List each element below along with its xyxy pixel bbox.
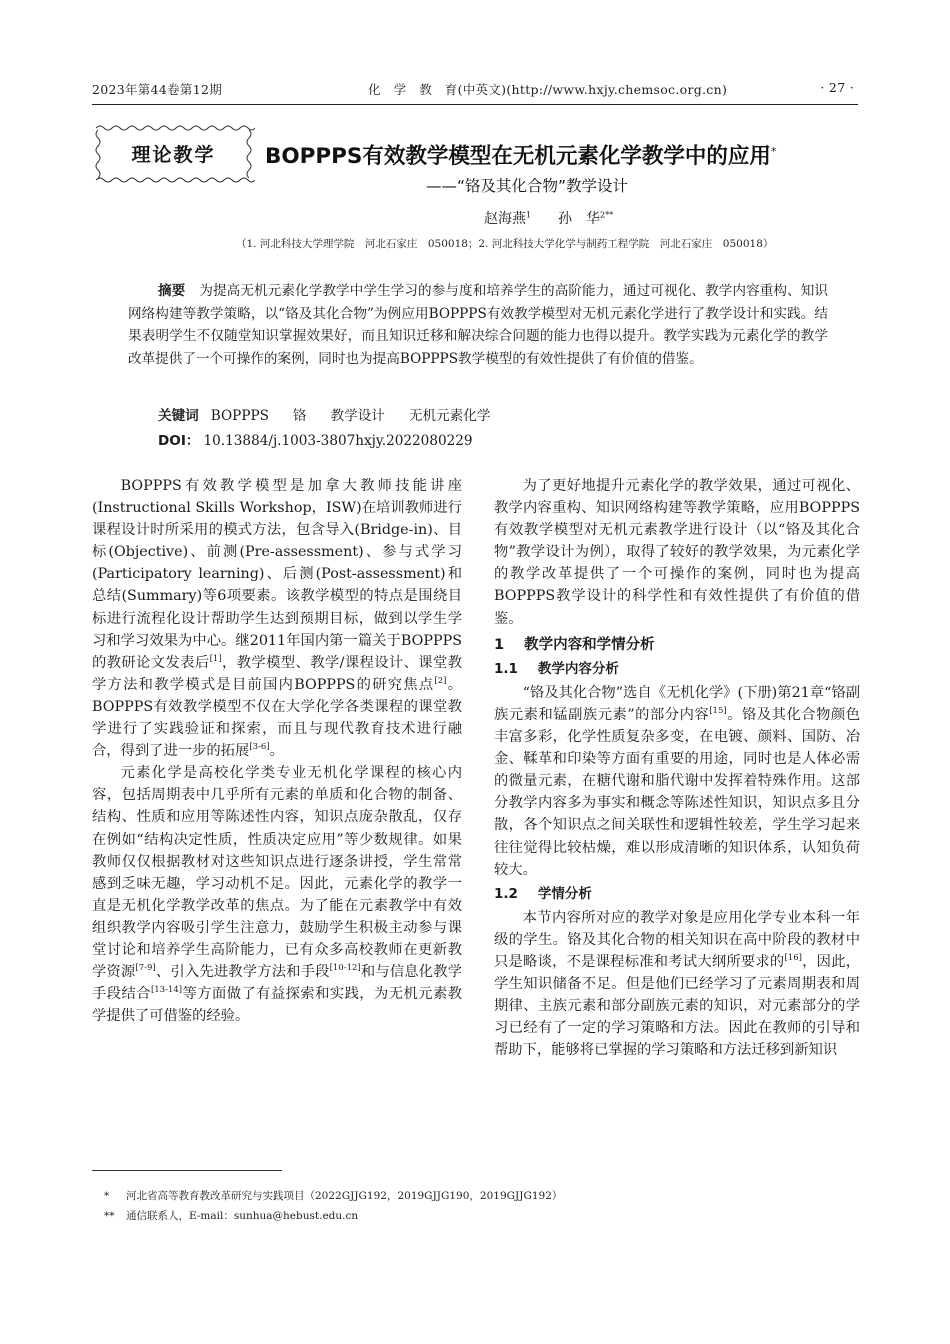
keyword-item: BOPPPS xyxy=(210,408,269,424)
footnote-text: 河北省高等教育教改革研究与实践项目（2022GJJG192，2019GJJG190，2019GJJG192） xyxy=(126,1190,563,1202)
text-run: “铬及其化合物”选自《无机化学》(下册)第21章“铬副族元素和锰副族元素”的部分内容 xyxy=(494,684,860,723)
footnote-mark: * xyxy=(104,1190,110,1202)
paragraph xyxy=(494,907,860,1062)
title-text: BOPPPS有效教学模型在无机元素化学教学中的应用 xyxy=(265,144,771,169)
subsection-number: 1.1 xyxy=(494,660,518,677)
subsection-number: 1.2 xyxy=(494,885,518,902)
text-run: 本节内容所对应的教学对象是应用化学专业本科一年级的学生。铬及其化合物的相关知识在高中阶段的教材中只是略谈，不是课程标准和考试大纲所要求的 xyxy=(494,909,860,970)
text-run: ，教学模型、教学/课程设计、课堂教学方法和教学模式是目前国内BOPPPS的研究焦点 xyxy=(92,654,462,693)
citation: [13-14] xyxy=(150,985,183,996)
body-left-column xyxy=(92,475,462,1027)
keywords xyxy=(128,405,828,428)
doi-value: 10.13884/j.1003-3807hxjy.2022080229 xyxy=(203,433,473,449)
citation: [16] xyxy=(784,953,802,964)
keywords-label: 关键词 xyxy=(158,408,199,424)
text-run: 等方面做了有益探索和实践，为无机元素教学提供了可借鉴的经验。 xyxy=(92,986,463,1025)
paragraph xyxy=(92,475,462,762)
text-run: 元素化学是高校化学类专业无机化学课程的核心内容，包括周期表中几乎所有元素的单质和化合物的制备、结构、性质和应用等陈述性内容，知识点庞杂散乱，仅存在例如“结构决定性质，性质决定应用”等少数规律。如果教师仅仅根据教材对这些知识点进行逐条讲授，学生常常感到乏味无趣，学习动机不足。因此，元素化学的教学一直是无机化学教学改革的焦点。为了能在元素教学中有效组织教学内容吸引学生注意力，鼓励学生积极主动参与课堂讨论和培养学生高阶能力，已有众多高校教师在更新教学资源 xyxy=(92,765,462,981)
abstract-text: 为提高无机元素化学教学中学生学习的参与度和培养学生的高阶能力，通过可视化、教学内容重构、知识网络构建等教学策略，以“铬及其化合物”为例应用BOPPPS有效教学模型对无机元素化学进行了教学设计和实践。结果表明学生不仅随堂知识掌握效果好，而且知识迁移和解决综合问题的能力也得以提升。教学实践为元素化学的教学改革提供了一个可操作的案例，同时也为提高BOPPPS教学模型的有效性提供了有价值的借鉴。 xyxy=(128,283,829,367)
footnote xyxy=(104,1188,562,1203)
header-rule xyxy=(92,104,858,105)
citation: [7-9] xyxy=(135,963,156,974)
badge-text: 理论教学 xyxy=(131,144,216,166)
citation: [15] xyxy=(709,706,727,717)
title-footnote-mark: * xyxy=(770,144,777,158)
text-run: ，因此，学生知识储备不足。但是他们已经学习了元素周期表和周期律、主族元素和部分副族元素的知识，对元素部分的学习已经有了一定的学习策略和方法。因此在教师的引导和帮助下，能够将已掌握的学习策略和方法迁移到新知识 xyxy=(494,953,861,1059)
text-run: BOPPPS有效教学模型是加拿大教师技能讲座(Instructional Skills Workshop，ISW)在培训教师进行课程设计时所采用的模式方法，包含导入(Bridge-in)、目标(Objective)、前测(Pre-assessment)、参与式学习(Participatory learning)、后测(Post-assessment)和总结(Summary)等6项要素。该教学模型的特点是围绕目标进行流程化设计帮助学生达到预期目标，做到以学生学习和学习效果为中心。继2011年国内第一篇关于BOPPPS的教研论文发表后 xyxy=(92,478,462,671)
text-run: 、引入先进教学方法和手段 xyxy=(155,964,330,981)
paragraph xyxy=(92,762,462,1027)
column-badge xyxy=(92,122,255,186)
doi xyxy=(128,430,828,453)
citation: [10-12] xyxy=(329,963,361,974)
article-subtitle: ——“铬及其化合物”教学设计 xyxy=(426,177,629,195)
footnote-rule xyxy=(92,1170,282,1171)
running-header-journal: 化 学 教 育(中英文)(http://www.hxjy.chemsoc.org.cn) xyxy=(368,82,728,97)
paragraph xyxy=(494,682,860,881)
author-list xyxy=(484,208,613,228)
author-name: 赵海燕 xyxy=(484,211,526,227)
running-header-issue: 2023年第44卷第12期 xyxy=(92,82,223,97)
citation: [2] xyxy=(434,676,447,687)
subsection-heading xyxy=(494,658,860,680)
abstract xyxy=(128,280,828,370)
text-run: 。 xyxy=(269,743,284,760)
subsection-heading xyxy=(494,883,860,905)
affiliation: （1. 河北科技大学理学院 河北石家庄 050018；2. 河北科技大学化学与制药工程学院 河北石家庄 050018） xyxy=(236,238,774,250)
section-title: 教学内容和学情分析 xyxy=(524,636,655,653)
text-run: 。BOPPPS有效教学模型不仅在大学化学各类课程的课堂教学进行了实践验证和探索，而且与现代教育技术进行融合，得到了进一步的拓展 xyxy=(92,676,462,760)
footnote-mark: ** xyxy=(104,1210,115,1222)
footnote xyxy=(104,1208,358,1223)
keyword-item: 铬 xyxy=(292,408,307,424)
keyword-item: 无机元素化学 xyxy=(408,408,491,424)
subsection-title: 学情分析 xyxy=(537,885,592,902)
text-run: 。铬及其化合物颜色丰富多彩，化学性质复杂多变，在电镀、颜料、国防、冶金、鞣革和印染等方面有重要的用途，同时也是人体必需的微量元素，在糖代谢和脂代谢中发挥着特殊作用。这部分教学内容多为事实和概念等陈述性知识，知识点多且分散，各个知识点之间关联性和逻辑性较差，学生学习起来往往觉得比较枯燥，难以形成清晰的知识体系，认知负荷较大。 xyxy=(494,706,860,878)
text-run: 和与信息化教学手段结合 xyxy=(92,964,463,1003)
paragraph: 为了更好地提升元素化学的教学效果，通过可视化、教学内容重构、知识网络构建等教学策略，应用BOPPPS有效教学模型对无机元素教学进行设计（以“铬及其化合物”教学设计为例），取得了较好的教学效果，为元素化学的教学改革提供了一个可操作的案例，同时也为提高BOPPPS教学设计的科学性和有效性提供了有价值的借鉴。 xyxy=(494,478,860,627)
author-name: 孙 华 xyxy=(558,211,600,227)
citation: [1] xyxy=(209,653,222,664)
author-mark: 2** xyxy=(600,210,614,220)
article-title xyxy=(265,139,776,170)
page-number: · 27 · xyxy=(820,80,854,95)
keyword-item: 教学设计 xyxy=(330,408,385,424)
body-right-column xyxy=(494,475,860,1061)
abstract-label: 摘要 xyxy=(158,283,186,299)
author-mark: 1 xyxy=(526,210,532,220)
section-number: 1 xyxy=(494,636,505,653)
section-heading xyxy=(494,634,860,656)
doi-label: DOI： xyxy=(158,433,200,449)
subsection-title: 教学内容分析 xyxy=(537,660,619,677)
footnote-text: 通信联系人，E-mail：sunhua@hebust.edu.cn xyxy=(126,1210,359,1222)
citation: [3-6] xyxy=(249,742,270,753)
